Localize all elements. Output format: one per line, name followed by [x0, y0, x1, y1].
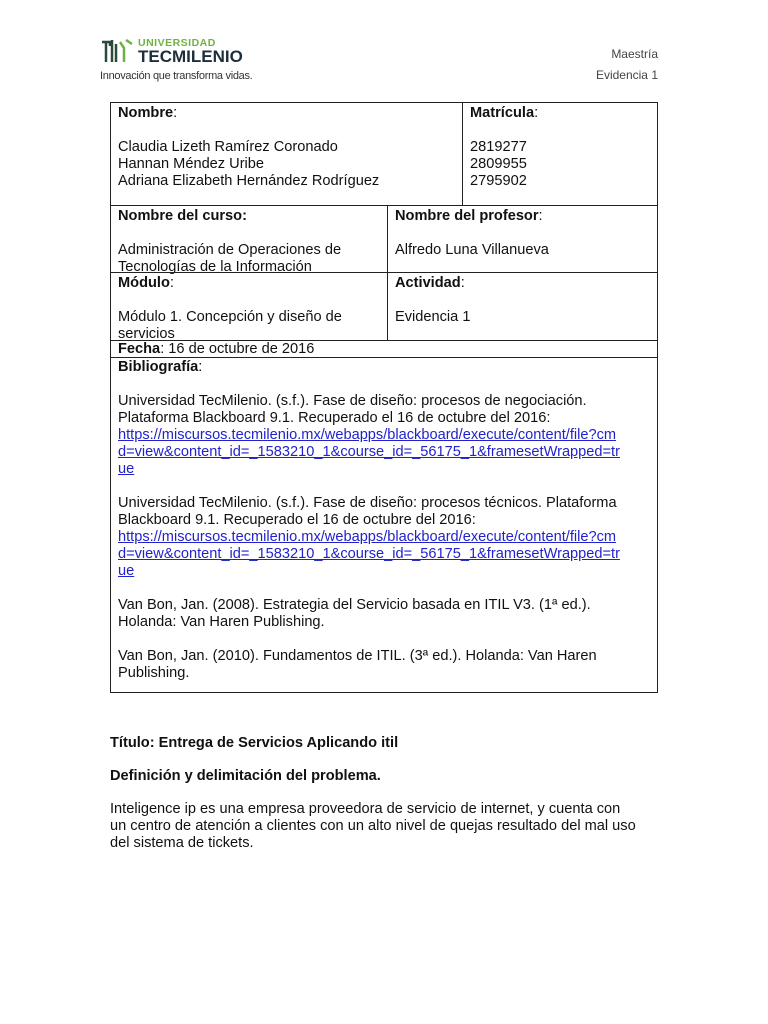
nombre-label: Nombre: [118, 105, 174, 121]
profesor-label: Nombre del profesor: [395, 208, 539, 224]
link-line[interactable]: d=view&content_id=_1583210_1&course_id=_56175_1&framesetWrapped=tr: [118, 546, 620, 562]
matricula-label: Matrícula: [470, 105, 535, 121]
reference-text: Universidad TecMilenio. (s.f.). Fase de diseño: procesos de negociación.: [118, 393, 587, 409]
date-cell: Fecha: 16 de octubre de 2016: [110, 340, 658, 358]
reference-text: Publishing.: [118, 665, 190, 681]
reference-text: Van Bon, Jan. (2010). Fundamentos de ITIL. (3ª ed.). Holanda: Van Haren: [118, 648, 597, 664]
link-line[interactable]: d=view&content_id=_1583210_1&course_id=_56175_1&framesetWrapped=tr: [118, 444, 620, 460]
professor-cell: Nombre del profesor: Alfredo Luna Villanueva: [387, 205, 658, 273]
matricula-cell: Matrícula: 2819277 2809955 2795902: [462, 102, 658, 206]
problem-paragraph: [110, 801, 670, 852]
link-line[interactable]: ue: [118, 461, 135, 477]
logo-top-text: UNIVERSIDAD: [138, 37, 216, 49]
logo-main-text: TECMILENIO: [138, 47, 243, 66]
fecha-label: Fecha: [118, 341, 161, 357]
matricula-value: 2819277: [470, 139, 527, 155]
student-name: Adriana Elizabeth Hernández Rodríguez: [118, 173, 380, 189]
header-program: Maestría: [611, 47, 658, 61]
reference-text: Van Bon, Jan. (2008). Estrategia del Servicio basada en ITIL V3. (1ª ed.).: [118, 597, 591, 613]
link-line[interactable]: https://miscursos.tecmilenio.mx/webapps/blackboard/execute/content/file?cm: [118, 529, 617, 545]
logo-tagline: Innovación que transforma vidas.: [100, 70, 253, 82]
module-name: servicios: [118, 326, 175, 342]
module-name: Módulo 1. Concepción y diseño de: [118, 309, 342, 325]
professor-name: Alfredo Luna Villanueva: [395, 242, 549, 258]
course-name: Administración de Operaciones de: [118, 242, 342, 258]
header-evidence: Evidencia 1: [595, 68, 658, 82]
modulo-label: Módulo: [118, 275, 170, 291]
activity-cell: Actividad: Evidencia 1: [387, 272, 658, 341]
document-title: Título: Entrega de Servicios Aplicando itil: [110, 735, 399, 751]
reference: [118, 393, 650, 478]
reference-link[interactable]: [118, 427, 620, 477]
curso-label: Nombre del curso:: [118, 208, 247, 224]
section-heading: Definición y delimitación del problema.: [110, 768, 381, 784]
reference-link[interactable]: [118, 529, 620, 579]
reference: [118, 648, 650, 682]
reference-text: Blackboard 9.1. Recuperado el 16 de octubre del 2016:: [118, 512, 476, 528]
paragraph-line: Inteligence ip es una empresa proveedora de servicio de internet, y cuenta con: [110, 801, 621, 817]
bibliography-cell: Bibliografía: Universidad TecMilenio. (s.f.). Fase de diseño: procesos de negociación. Plataforma Blackboard 9.1. Recuperado el 16 de octubre del 2016: https://miscursos.tecmilenio.mx/webapps/blackboard/execute/content/file?cm d=view&content_id=_1583210_1&course_id=_56175_1&framesetWrapped=tr ue Universidad TecMilenio. (s.f.). Fase de diseño: procesos técnicos. Plataforma Blackboard 9.1. Recuperado el 16 de octubre del 2016: https://miscursos.tecmilenio.mx/webapps/blackboard/execute/content/file?cm d=view&content_id=_1583210_1&course_id=_56175_1&framesetWrapped=tr ue Van Bon, Jan. (2008). Estrategia del Servicio basada en ITIL V3. (1ª ed.). Holanda: Van Haren Publishing. Van Bon, Jan. (2010). Fundamentos de ITIL. (3ª ed.). Holanda: Van Haren Publishing.: [110, 357, 658, 693]
reference-text: Universidad TecMilenio. (s.f.). Fase de diseño: procesos técnicos. Plataforma: [118, 495, 617, 511]
activity-name: Evidencia 1: [395, 309, 471, 325]
matricula-value: 2795902: [470, 173, 527, 189]
students-cell: Nombre: Claudia Lizeth Ramírez Coronado Hannan Méndez Uribe Adriana Elizabeth Hernández Rodríguez: [110, 102, 463, 206]
student-name: Hannan Méndez Uribe: [118, 156, 265, 172]
reference-text: Holanda: Van Haren Publishing.: [118, 614, 325, 630]
actividad-label: Actividad: [395, 275, 461, 291]
reference: [118, 495, 650, 580]
student-name: Claudia Lizeth Ramírez Coronado: [118, 139, 338, 155]
link-line[interactable]: ue: [118, 563, 135, 579]
date-value: 16 de octubre de 2016: [168, 341, 315, 357]
matricula-value: 2809955: [470, 156, 527, 172]
course-name: Tecnologías de la Información: [118, 259, 312, 275]
link-line[interactable]: https://miscursos.tecmilenio.mx/webapps/blackboard/execute/content/file?cm: [118, 427, 617, 443]
course-cell: [110, 205, 388, 273]
reference-text: Plataforma Blackboard 9.1. Recuperado el 16 de octubre del 2016:: [118, 410, 551, 426]
bibliografia-label: Bibliografía: [118, 359, 199, 375]
logo-mark-icon: [100, 38, 134, 64]
paragraph-line: un centro de atención a clientes con un alto nivel de quejas resultado del mal uso: [110, 818, 636, 834]
reference: [118, 597, 650, 631]
paragraph-line: del sistema de tickets.: [110, 835, 254, 851]
module-cell: Módulo: Módulo 1. Concepción y diseño de servicios: [110, 272, 388, 341]
